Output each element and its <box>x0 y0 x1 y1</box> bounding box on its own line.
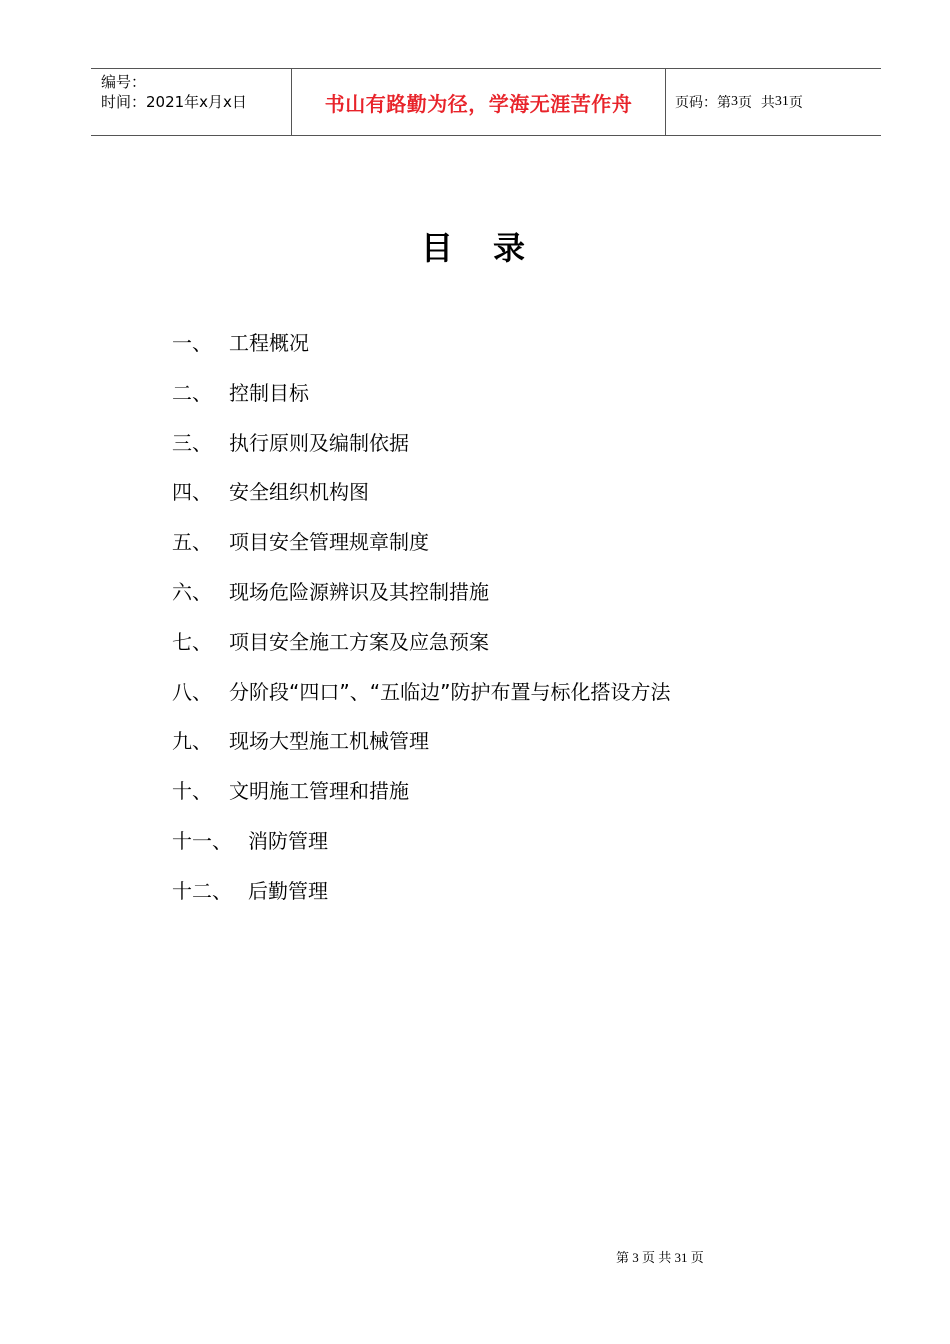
page-end-label: 页 <box>788 95 803 111</box>
toc-item[interactable] <box>172 774 852 824</box>
toc-item-number: 六、 <box>172 579 212 604</box>
page-mid-label: 页 共 <box>738 95 775 111</box>
toc-item[interactable] <box>172 625 852 675</box>
toc-item[interactable] <box>172 376 852 426</box>
toc-item-number: 七、 <box>172 629 212 654</box>
page-current: 3 <box>731 94 738 109</box>
toc-item[interactable] <box>172 675 852 725</box>
toc-item[interactable] <box>172 874 852 924</box>
toc-item-label: 消防管理 <box>248 828 328 853</box>
toc-item-label: 现场大型施工机械管理 <box>229 729 429 754</box>
header-page-info <box>666 69 881 135</box>
toc-item[interactable] <box>172 475 852 525</box>
toc-item[interactable] <box>172 426 852 476</box>
document-time-label: 时间：2021年x月x日 <box>101 93 247 111</box>
toc-item-number: 二、 <box>172 380 212 405</box>
page-title: 目 录 <box>420 229 529 267</box>
toc-item-label: 安全组织机构图 <box>229 480 369 505</box>
document-number-label: 编号： <box>101 73 147 91</box>
toc-item-label: 工程概况 <box>229 331 309 355</box>
toc-item-label: 现场危险源辨识及其控制措施 <box>229 579 489 604</box>
toc-item-label: 分阶段“四口”、“五临边”防护布置与标化搭设方法 <box>229 679 671 704</box>
toc-item[interactable] <box>172 824 852 874</box>
toc-item-label: 控制目标 <box>229 380 309 405</box>
toc-item-number: 八、 <box>172 679 212 704</box>
toc-item[interactable] <box>172 326 852 376</box>
toc-item-number: 五、 <box>172 530 212 555</box>
toc-item-number: 三、 <box>172 430 212 455</box>
toc-item-label: 项目安全管理规章制度 <box>229 530 429 555</box>
toc-item-number: 九、 <box>172 729 212 754</box>
page-header <box>91 68 881 136</box>
header-motto: 书山有路勤为径，学海无涯苦作舟 <box>292 69 666 135</box>
toc-item-label: 执行原则及编制依据 <box>229 430 409 455</box>
toc-item[interactable] <box>172 575 852 625</box>
header-meta <box>91 69 292 135</box>
toc-item-number: 十二、 <box>172 878 232 903</box>
toc-item[interactable] <box>172 525 852 575</box>
toc-item-number: 一、 <box>172 331 212 355</box>
toc-item[interactable] <box>172 724 852 774</box>
toc-item-number: 十一、 <box>172 828 232 853</box>
toc-item-label: 项目安全施工方案及应急预案 <box>229 629 489 654</box>
page-total: 31 <box>774 94 789 109</box>
toc-item-label: 后勤管理 <box>248 878 328 903</box>
page-footer: 第 3 页 共 31 页 <box>616 1250 704 1265</box>
toc-item-number: 十、 <box>172 779 212 804</box>
page-label: 页码：第 <box>675 95 731 111</box>
toc-item-label: 文明施工管理和措施 <box>229 779 409 804</box>
toc-item-number: 四、 <box>172 480 212 505</box>
table-of-contents <box>172 326 852 924</box>
